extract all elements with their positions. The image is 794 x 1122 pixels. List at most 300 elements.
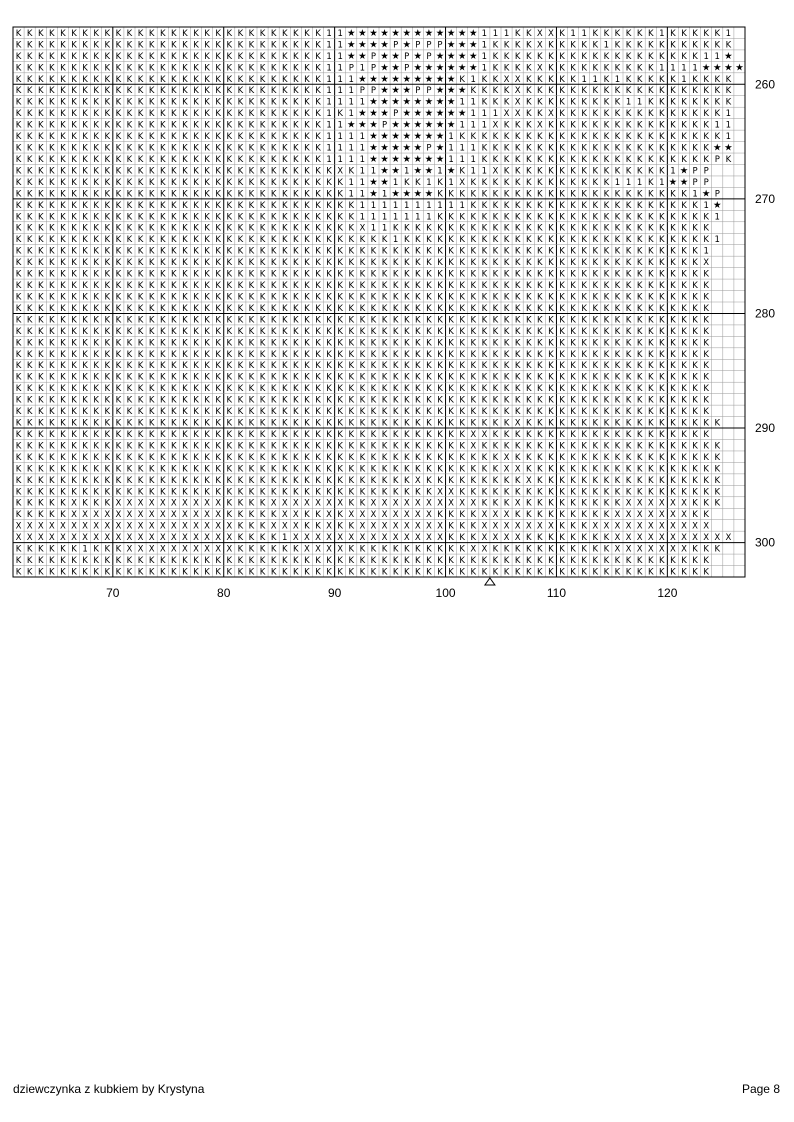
stitch-symbol: K (215, 361, 221, 371)
page-number: Page 8 (742, 1082, 780, 1096)
stitch-symbol: K (16, 178, 22, 188)
stitch-symbol: K (703, 155, 709, 165)
stitch-symbol: 1 (482, 29, 487, 39)
stitch-symbol: K (393, 487, 399, 497)
stitch-symbol: K (548, 132, 554, 142)
stitch-symbol: K (515, 487, 521, 497)
stitch-symbol: K (93, 361, 99, 371)
stitch-symbol: K (226, 304, 232, 314)
stitch-symbol: K (659, 166, 665, 176)
stitch-symbol: K (726, 86, 732, 96)
stitch-symbol: K (382, 338, 388, 348)
stitch-symbol: K (504, 52, 510, 62)
stitch-symbol: K (193, 224, 199, 234)
stitch-symbol: K (304, 464, 310, 474)
stitch-symbol: K (570, 522, 576, 532)
stitch-symbol: K (659, 109, 665, 119)
stitch-symbol: K (49, 476, 55, 486)
stitch-symbol: K (604, 281, 610, 291)
stitch-symbol: K (626, 373, 632, 383)
stitch-symbol: K (504, 350, 510, 360)
stitch-symbol: K (559, 98, 565, 108)
stitch-symbol: K (27, 350, 33, 360)
stitch-symbol: X (282, 499, 288, 509)
stitch-symbol: K (260, 338, 266, 348)
stitch-symbol: K (138, 155, 144, 165)
stitch-symbol: K (703, 545, 709, 555)
stitch-symbol: K (714, 476, 720, 486)
stitch-symbol: K (703, 270, 709, 280)
stitch-symbol: K (93, 464, 99, 474)
stitch-symbol: K (38, 63, 44, 73)
stitch-symbol: K (670, 441, 676, 451)
stitch-symbol: K (626, 281, 632, 291)
stitch-symbol: 1 (382, 212, 387, 222)
stitch-symbol: K (659, 407, 665, 417)
stitch-symbol: P (426, 52, 431, 62)
stitch-symbol: K (60, 510, 66, 520)
stitch-symbol: K (670, 396, 676, 406)
stitch-symbol: K (171, 270, 177, 280)
stitch-symbol: 1 (349, 189, 354, 199)
stitch-symbol: K (515, 338, 521, 348)
stitch-symbol: X (670, 499, 676, 509)
stitch-symbol: K (304, 86, 310, 96)
stitch-symbol: K (681, 361, 687, 371)
stitch-symbol: K (615, 132, 621, 142)
stitch-symbol: K (104, 144, 110, 154)
stitch-symbol: K (382, 258, 388, 268)
stitch-symbol: K (626, 75, 632, 85)
stitch-symbol: K (648, 247, 654, 257)
stitch-symbol: X (515, 109, 521, 119)
stitch-symbol: X (459, 499, 465, 509)
stitch-symbol: K (193, 270, 199, 280)
stitch-symbol: K (681, 247, 687, 257)
stitch-symbol: K (482, 281, 488, 291)
stitch-symbol: K (249, 522, 255, 532)
stitch-symbol: X (49, 522, 55, 532)
stitch-symbol: K (16, 86, 22, 96)
stitch-symbol: K (615, 292, 621, 302)
stitch-symbol: K (249, 430, 255, 440)
stitch-symbol: K (27, 212, 33, 222)
stitch-symbol: K (60, 292, 66, 302)
stitch-symbol: K (260, 292, 266, 302)
stitch-symbol: K (27, 247, 33, 257)
stitch-symbol: K (127, 201, 133, 211)
stitch-symbol: K (249, 384, 255, 394)
stitch-symbol: K (93, 52, 99, 62)
stitch-symbol: K (692, 419, 698, 429)
stitch-symbol: K (82, 464, 88, 474)
stitch-symbol: K (581, 201, 587, 211)
stitch-symbol: 1 (692, 63, 697, 73)
stitch-symbol: K (426, 407, 432, 417)
stitch-symbol: K (160, 567, 166, 577)
stitch-symbol: K (637, 247, 643, 257)
stitch-symbol: K (371, 327, 377, 337)
stitch-symbol: K (415, 453, 421, 463)
stitch-symbol: 1 (337, 98, 342, 108)
stitch-symbol: K (93, 258, 99, 268)
stitch-symbol: K (459, 384, 465, 394)
stitch-symbol: K (637, 270, 643, 280)
stitch-symbol: X (637, 522, 643, 532)
stitch-symbol: K (71, 407, 77, 417)
stitch-symbol: K (515, 430, 521, 440)
stitch-symbol: K (604, 304, 610, 314)
stitch-symbol: K (138, 109, 144, 119)
stitch-symbol: K (249, 487, 255, 497)
stitch-symbol: K (371, 441, 377, 451)
stitch-symbol: K (559, 304, 565, 314)
stitch-symbol: K (526, 86, 532, 96)
stitch-symbol: K (648, 201, 654, 211)
stitch-symbol: K (626, 350, 632, 360)
stitch-symbol: K (559, 258, 565, 268)
stitch-symbol: K (570, 40, 576, 50)
stitch-symbol: K (482, 315, 488, 325)
stitch-symbol: K (537, 109, 543, 119)
stitch-symbol: K (38, 40, 44, 50)
stitch-symbol: K (16, 430, 22, 440)
row-number-label: 280 (755, 306, 775, 320)
stitch-symbol: K (493, 212, 499, 222)
stitch-symbol: K (238, 29, 244, 39)
stitch-symbol: K (93, 556, 99, 566)
stitch-symbol: K (404, 304, 410, 314)
stitch-symbol: K (204, 166, 210, 176)
stitch-symbol: K (382, 567, 388, 577)
stitch-symbol: 1 (493, 29, 498, 39)
stitch-symbol: K (714, 441, 720, 451)
stitch-symbol: K (238, 430, 244, 440)
stitch-symbol: K (493, 98, 499, 108)
stitch-symbol: ★ (425, 97, 434, 108)
stitch-symbol: X (226, 545, 232, 555)
stitch-symbol: K (670, 224, 676, 234)
stitch-symbol: K (38, 235, 44, 245)
stitch-symbol: X (626, 510, 632, 520)
stitch-symbol: K (526, 29, 532, 39)
stitch-symbol: K (71, 350, 77, 360)
stitch-symbol: K (592, 556, 598, 566)
stitch-symbol: K (548, 212, 554, 222)
stitch-symbol: K (304, 430, 310, 440)
stitch-symbol: K (415, 361, 421, 371)
stitch-symbol: K (360, 235, 366, 245)
stitch-symbol: K (171, 373, 177, 383)
stitch-symbol: K (404, 476, 410, 486)
stitch-symbol: K (337, 270, 343, 280)
stitch-symbol: K (437, 338, 443, 348)
stitch-symbol: K (548, 499, 554, 509)
stitch-symbol: K (271, 487, 277, 497)
stitch-symbol: K (182, 178, 188, 188)
stitch-symbol: X (204, 533, 210, 543)
stitch-symbol: X (160, 545, 166, 555)
stitch-symbol: K (570, 132, 576, 142)
stitch-symbol: X (182, 510, 188, 520)
stitch-symbol: X (659, 533, 665, 543)
stitch-symbol: K (116, 247, 122, 257)
stitch-symbol: K (482, 476, 488, 486)
stitch-symbol: K (271, 396, 277, 406)
stitch-symbol: K (537, 407, 543, 417)
stitch-symbol: 1 (703, 52, 708, 62)
stitch-symbol: K (215, 350, 221, 360)
stitch-symbol: K (592, 545, 598, 555)
stitch-symbol: K (104, 109, 110, 119)
stitch-symbol: K (93, 396, 99, 406)
stitch-symbol: K (260, 52, 266, 62)
stitch-symbol: K (548, 270, 554, 280)
stitch-symbol: K (615, 201, 621, 211)
stitch-symbol: K (149, 464, 155, 474)
stitch-symbol: K (703, 338, 709, 348)
stitch-symbol: K (437, 545, 443, 555)
stitch-symbol: K (537, 430, 543, 440)
stitch-symbol: K (548, 338, 554, 348)
stitch-symbol: K (238, 464, 244, 474)
stitch-symbol: X (127, 510, 133, 520)
stitch-symbol: P (704, 166, 709, 176)
stitch-symbol: K (215, 247, 221, 257)
stitch-symbol: K (604, 487, 610, 497)
stitch-symbol: K (215, 315, 221, 325)
stitch-symbol: K (326, 281, 332, 291)
stitch-symbol: K (482, 338, 488, 348)
stitch-symbol: K (659, 315, 665, 325)
stitch-symbol: K (504, 373, 510, 383)
stitch-symbol: K (615, 29, 621, 39)
stitch-symbol: K (526, 545, 532, 555)
stitch-symbol: K (226, 510, 232, 520)
stitch-symbol: K (282, 121, 288, 131)
stitch-symbol: K (60, 98, 66, 108)
stitch-symbol: X (104, 510, 110, 520)
stitch-symbol: K (27, 40, 33, 50)
stitch-symbol: X (470, 499, 476, 509)
stitch-symbol: K (315, 361, 321, 371)
stitch-symbol: K (604, 132, 610, 142)
stitch-symbol: K (71, 121, 77, 131)
stitch-symbol: K (504, 270, 510, 280)
stitch-symbol: K (703, 361, 709, 371)
stitch-symbol: K (82, 270, 88, 280)
stitch-symbol: K (692, 40, 698, 50)
stitch-symbol: K (127, 98, 133, 108)
stitch-symbol: K (448, 270, 454, 280)
stitch-symbol: K (648, 338, 654, 348)
stitch-symbol: K (604, 155, 610, 165)
stitch-symbol: X (315, 545, 321, 555)
stitch-symbol: K (537, 464, 543, 474)
stitch-symbol: K (637, 453, 643, 463)
stitch-symbol: K (692, 327, 698, 337)
stitch-symbol: K (238, 247, 244, 257)
stitch-symbol: K (426, 373, 432, 383)
stitch-symbol: K (104, 567, 110, 577)
stitch-symbol: K (659, 453, 665, 463)
stitch-symbol: K (670, 52, 676, 62)
stitch-symbol: ★ (369, 108, 378, 119)
stitch-symbol: K (459, 212, 465, 222)
stitch-symbol: K (337, 556, 343, 566)
stitch-symbol: K (182, 224, 188, 234)
stitch-symbol: ★ (347, 39, 356, 50)
stitch-symbol: K (215, 487, 221, 497)
stitch-symbol: K (360, 430, 366, 440)
stitch-symbol: K (537, 476, 543, 486)
stitch-symbol: K (49, 338, 55, 348)
stitch-symbol: 1 (326, 29, 331, 39)
stitch-symbol: K (171, 327, 177, 337)
stitch-symbol: K (149, 281, 155, 291)
stitch-symbol: K (648, 315, 654, 325)
stitch-symbol: K (204, 109, 210, 119)
stitch-symbol: X (703, 522, 709, 532)
stitch-symbol: K (238, 304, 244, 314)
stitch-symbol: K (615, 373, 621, 383)
stitch-symbol: K (559, 121, 565, 131)
stitch-symbol: 1 (393, 212, 398, 222)
stitch-symbol: K (570, 235, 576, 245)
stitch-symbol: K (493, 144, 499, 154)
stitch-symbol: X (215, 510, 221, 520)
stitch-symbol: K (93, 350, 99, 360)
stitch-symbol: K (293, 567, 299, 577)
stitch-symbol: K (482, 270, 488, 280)
stitch-symbol: K (637, 86, 643, 96)
stitch-symbol: K (692, 235, 698, 245)
stitch-symbol: K (648, 396, 654, 406)
stitch-symbol: K (626, 224, 632, 234)
stitch-symbol: K (659, 40, 665, 50)
stitch-symbol: K (27, 441, 33, 451)
stitch-symbol: K (726, 155, 732, 165)
stitch-symbol: K (304, 212, 310, 222)
stitch-symbol: K (648, 419, 654, 429)
stitch-symbol: K (93, 476, 99, 486)
stitch-symbol: K (182, 98, 188, 108)
stitch-symbol: K (604, 247, 610, 257)
stitch-symbol: K (282, 396, 288, 406)
stitch-symbol: 1 (715, 121, 720, 131)
stitch-symbol: ★ (402, 97, 411, 108)
stitch-symbol: K (38, 453, 44, 463)
stitch-symbol: K (437, 441, 443, 451)
stitch-symbol: K (504, 86, 510, 96)
stitch-symbol: K (293, 396, 299, 406)
stitch-symbol: K (703, 86, 709, 96)
stitch-symbol: K (304, 361, 310, 371)
stitch-symbol: K (371, 545, 377, 555)
stitch-symbol: K (404, 396, 410, 406)
stitch-symbol: K (249, 407, 255, 417)
stitch-symbol: K (260, 212, 266, 222)
stitch-symbol: K (348, 453, 354, 463)
stitch-symbol: K (27, 144, 33, 154)
stitch-symbol: X (504, 533, 510, 543)
stitch-symbol: K (570, 510, 576, 520)
stitch-symbol: P (426, 40, 431, 50)
stitch-symbol: K (204, 567, 210, 577)
stitch-symbol: K (260, 121, 266, 131)
stitch-symbol: K (16, 373, 22, 383)
stitch-symbol: K (238, 52, 244, 62)
stitch-symbol: 1 (637, 178, 642, 188)
stitch-symbol: K (459, 419, 465, 429)
stitch-symbol: K (626, 155, 632, 165)
stitch-symbol: K (171, 132, 177, 142)
stitch-symbol: K (215, 407, 221, 417)
stitch-symbol: K (293, 556, 299, 566)
stitch-symbol: K (626, 556, 632, 566)
stitch-symbol: K (714, 98, 720, 108)
stitch-symbol: K (537, 315, 543, 325)
stitch-symbol: K (238, 144, 244, 154)
stitch-symbol: K (515, 52, 521, 62)
stitch-symbol: K (304, 258, 310, 268)
stitch-symbol: K (581, 281, 587, 291)
stitch-symbol: X (415, 476, 421, 486)
stitch-symbol: K (470, 396, 476, 406)
stitch-symbol: K (504, 235, 510, 245)
stitch-symbol: ★ (358, 120, 367, 131)
stitch-symbol: K (548, 453, 554, 463)
stitch-symbol: K (293, 189, 299, 199)
stitch-symbol: K (138, 281, 144, 291)
stitch-symbol: K (426, 247, 432, 257)
stitch-symbol: K (149, 270, 155, 280)
stitch-symbol: K (615, 166, 621, 176)
stitch-symbol: 1 (404, 166, 409, 176)
stitch-symbol: K (82, 212, 88, 222)
stitch-symbol: ★ (391, 131, 400, 142)
stitch-symbol: K (260, 453, 266, 463)
stitch-symbol: K (537, 350, 543, 360)
stitch-symbol: K (703, 464, 709, 474)
stitch-symbol: K (304, 441, 310, 451)
stitch-symbol: K (138, 453, 144, 463)
stitch-symbol: K (182, 567, 188, 577)
stitch-symbol: K (559, 178, 565, 188)
stitch-symbol: K (448, 361, 454, 371)
stitch-symbol: X (470, 430, 476, 440)
stitch-symbol: K (27, 75, 33, 85)
stitch-symbol: K (127, 132, 133, 142)
stitch-symbol: K (570, 464, 576, 474)
stitch-symbol: X (615, 510, 621, 520)
stitch-symbol: K (326, 361, 332, 371)
stitch-symbol: K (82, 384, 88, 394)
stitch-symbol: K (692, 304, 698, 314)
stitch-symbol: K (260, 281, 266, 291)
stitch-symbol: K (592, 235, 598, 245)
stitch-symbol: K (615, 430, 621, 440)
stitch-symbol: K (470, 327, 476, 337)
stitch-symbol: K (670, 338, 676, 348)
stitch-symbol: P (404, 52, 409, 62)
stitch-symbol: K (360, 453, 366, 463)
stitch-symbol: K (348, 350, 354, 360)
stitch-symbol: K (581, 545, 587, 555)
stitch-symbol: K (615, 121, 621, 131)
stitch-symbol: K (204, 396, 210, 406)
stitch-symbol: K (60, 419, 66, 429)
